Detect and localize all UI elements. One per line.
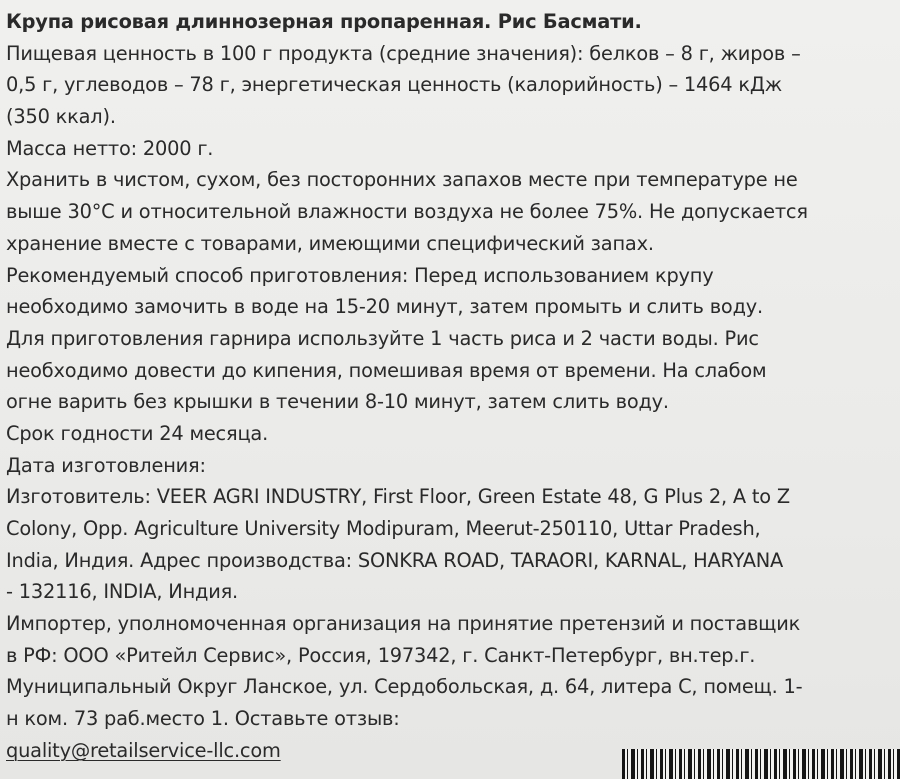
nutrition-line-2: 0,5 г, углеводов – 78 г, энергетическая ценность (калорийность) – 1464 кДж	[6, 73, 783, 97]
shelf-life: Срок годности 24 месяца.	[6, 421, 269, 445]
cooking-line-2: необходимо замочить в воде на 15-20 минут, затем промыть и слить воду.	[6, 295, 763, 319]
cooking-line-4: необходимо довести до кипения, помешивая время от времени. На слабом	[6, 358, 767, 382]
net-weight: Масса нетто: 2000 г.	[6, 136, 214, 160]
importer-line-1: Импортер, уполномоченная организация на принятие претензий и поставщик	[6, 612, 801, 636]
importer-line-3: Муниципальный Округ Ланское, ул. Сердобольская, д. 64, литера С, помещ. 1-	[6, 675, 803, 699]
product-title: Крупа рисовая длиннозерная пропаренная. Рис Басмати.	[6, 10, 642, 33]
cooking-line-1: Рекомендуемый способ приготовления: Перед использованием крупу	[6, 263, 714, 287]
storage-line-3: хранение вместе с товарами, имеющими специфический запах.	[6, 231, 654, 255]
cooking-line-3: Для приготовления гарнира используйте 1 часть риса и 2 части воды. Рис	[6, 326, 759, 350]
importer-line-2: в РФ: ООО «Ритейл Сервис», Россия, 197342, г. Санкт-Петербург, вн.тер.г.	[6, 643, 756, 667]
nutrition-line-3: (350 ккал).	[6, 105, 116, 129]
nutrition-line-1: Пищевая ценность в 100 г продукта (средние значения): белков – 8 г, жиров –	[6, 41, 801, 65]
manufacturer-line-1: Изготовитель: VEER AGRI INDUSTRY, First Floor, Green Estate 48, G Plus 2, A to Z	[6, 485, 790, 509]
importer-line-4: н ком. 73 раб.место 1. Оставьте отзыв:	[6, 707, 400, 731]
manufacturer-line-2: Colony, Opp. Agriculture University Modipuram, Meerut-250110, Uttar Pradesh,	[6, 517, 761, 540]
feedback-email[interactable]: quality@retailservice-llc.com	[6, 738, 281, 762]
manufacturer-line-4: - 132116, INDIA, Индия.	[6, 580, 239, 604]
cooking-line-5: огне варить без крышки в течении 8-10 минут, затем слить воду.	[6, 390, 669, 414]
storage-line-2: выше 30°C и относительной влажности воздуха не более 75%. Не допускается	[6, 200, 808, 224]
storage-line-1: Хранить в чистом, сухом, без посторонних запахов месте при температуре не	[6, 168, 798, 192]
manufacturer-line-3: India, Индия. Адрес производства: SONKRA ROAD, TARAORI, KARNAL, HARYANA	[6, 548, 784, 572]
barcode-image	[622, 749, 900, 779]
manufacture-date: Дата изготовления:	[6, 453, 206, 477]
